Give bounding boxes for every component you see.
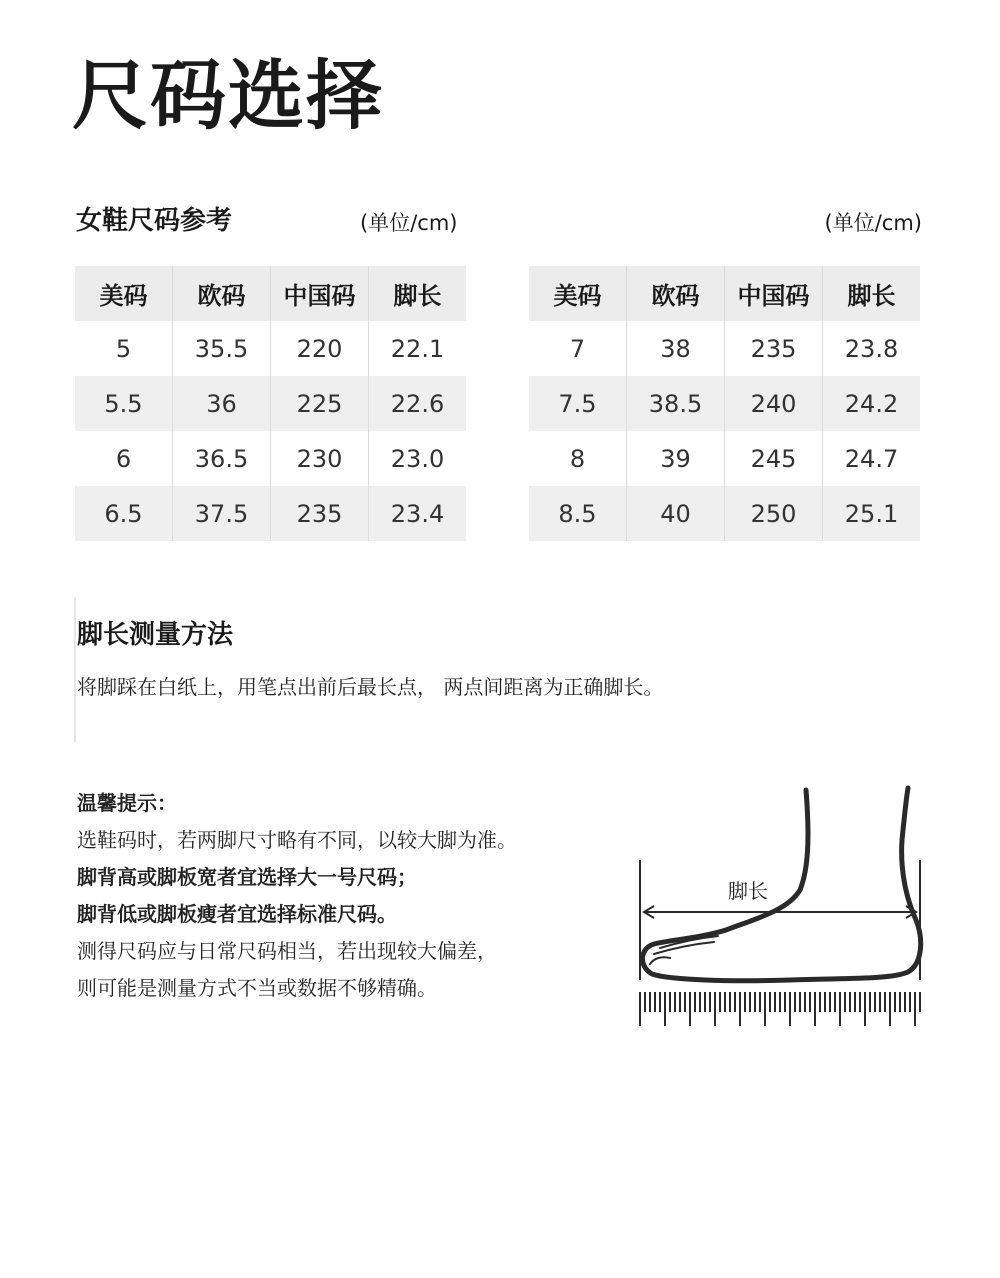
cell-foot-length: 23.8: [823, 321, 921, 376]
cell-us-size: 6: [115, 444, 132, 473]
foot-measure-diagram: [630, 780, 930, 1040]
tip-line: 选鞋码时，若两脚尺寸略有不同，以较大脚为准。: [77, 828, 517, 852]
table-row: [529, 376, 920, 431]
cell-cn-size: 250: [725, 486, 823, 541]
size-table-left: [75, 266, 466, 541]
cell-eu-size: 37.5: [173, 486, 271, 541]
table-header-row: [529, 266, 920, 321]
cell-foot-length: 25.1: [823, 486, 921, 541]
size-chart-subtitle: 女鞋尺码参考: [76, 206, 233, 236]
unit-label-left: (单位/cm): [360, 211, 458, 235]
header-us-size: 美码: [529, 266, 627, 321]
cell-eu-size: 40: [627, 486, 725, 541]
measurement-title: 脚长测量方法: [77, 620, 234, 650]
cell-eu-size: 38.5: [627, 376, 725, 431]
cell-foot-length: 23.4: [369, 486, 467, 541]
measurement-description: 将脚踩在白纸上，用笔点出前后最长点， 两点间距离为正确脚长。: [77, 675, 664, 699]
tip-line: 则可能是测量方式不当或数据不够精确。: [77, 976, 437, 1000]
cell-foot-length: 23.0: [369, 431, 467, 486]
cell-eu-size: 39: [627, 431, 725, 486]
cell-cn-size: 235: [725, 321, 823, 376]
tips-heading: 温馨提示：: [77, 791, 177, 815]
foot-outline-icon: [642, 788, 920, 981]
cell-us-size: 6.5: [75, 486, 173, 541]
table-row: [529, 321, 920, 376]
table-header-row: [75, 266, 466, 321]
foot-length-label: 脚长: [728, 879, 768, 903]
cell-foot-length: 22.1: [369, 321, 467, 376]
header-foot-length: 脚长: [823, 266, 921, 321]
cell-foot-length: 22.6: [369, 376, 467, 431]
cell-cn-size: 220: [271, 321, 369, 376]
table-row: [75, 376, 466, 431]
header-cn-size: 中国码: [271, 266, 369, 321]
section-divider: [74, 597, 76, 742]
cell-cn-size: 235: [271, 486, 369, 541]
cell-cn-size: 225: [271, 376, 369, 431]
cell-us-size: 8: [569, 444, 586, 473]
cell-us-size: 8.5: [529, 486, 627, 541]
cell-eu-size: 38: [627, 321, 725, 376]
header-eu-size: 欧码: [627, 266, 725, 321]
header-cn-size: 中国码: [725, 266, 823, 321]
cell-cn-size: 245: [725, 431, 823, 486]
cell-foot-length: 24.2: [823, 376, 921, 431]
cell-cn-size: 230: [271, 431, 369, 486]
unit-label-right: (单位/cm): [824, 211, 922, 235]
size-table-right: [529, 266, 920, 541]
length-arrow-icon: [640, 860, 920, 980]
header-eu-size: 欧码: [173, 266, 271, 321]
cell-eu-size: 36.5: [173, 431, 271, 486]
tip-line: 脚背高或脚板宽者宜选择大一号尺码；: [77, 865, 417, 889]
cell-cn-size: 240: [725, 376, 823, 431]
tips-block: [77, 785, 517, 1007]
cell-eu-size: 35.5: [173, 321, 271, 376]
cell-us-size: 5.5: [75, 376, 173, 431]
table-row: [75, 321, 466, 376]
ruler-icon: [640, 992, 920, 1026]
tip-line: 脚背低或脚板瘦者宜选择标准尺码。: [77, 902, 397, 926]
header-foot-length: 脚长: [369, 266, 467, 321]
cell-eu-size: 36: [173, 376, 271, 431]
table-row: [75, 486, 466, 541]
table-row: [529, 431, 920, 486]
table-row: [75, 431, 466, 486]
cell-us-size: 7.5: [529, 376, 627, 431]
table-row: [529, 486, 920, 541]
toe-lines-icon: [650, 932, 722, 964]
cell-us-size: 7: [569, 334, 586, 363]
cell-us-size: 5: [115, 334, 132, 363]
header-us-size: 美码: [75, 266, 173, 321]
tip-line: 测得尺码应与日常尺码相当，若出现较大偏差，: [77, 939, 497, 963]
cell-foot-length: 24.7: [823, 431, 921, 486]
page-title: 尺码选择: [72, 51, 384, 140]
